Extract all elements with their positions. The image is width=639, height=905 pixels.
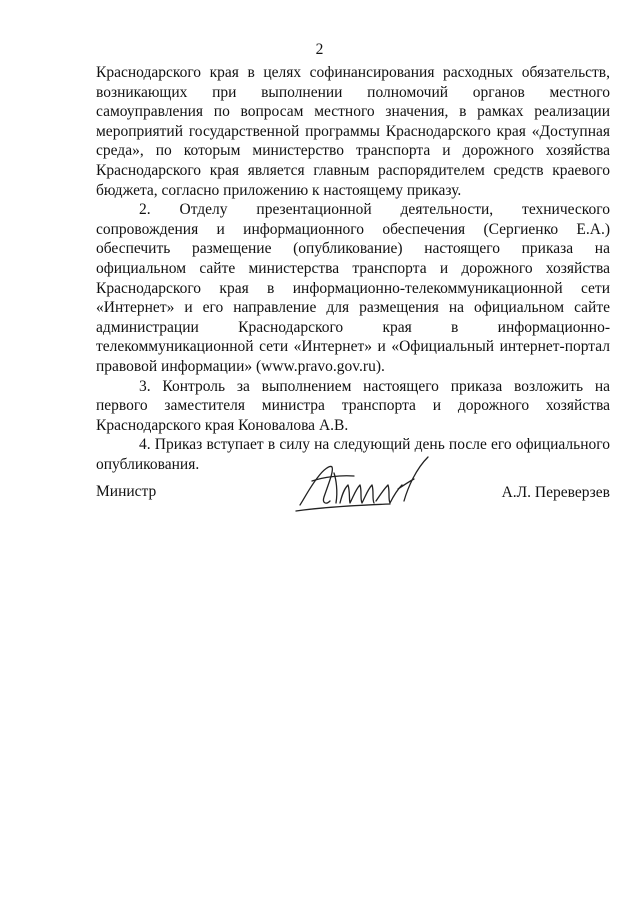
handwritten-signature bbox=[294, 455, 440, 515]
signatory-name: А.Л. Переверзев bbox=[501, 484, 610, 501]
signature-block bbox=[96, 482, 610, 522]
page-number: 2 bbox=[315, 41, 324, 58]
paragraph-item-3: 3. Контроль за выполнением настоящего приказа возложить на первого заместителя министра транспорта и дорожного хозяйства Краснодарского края Коновалова А.В. bbox=[96, 377, 610, 434]
paragraph-item-4: 4. Приказ вступает в силу на следующий день после его официального опубликования. bbox=[96, 436, 610, 473]
document-body bbox=[96, 63, 610, 474]
paragraph-continuation: Краснодарского края в целях софинансирования расходных обязательств, возникающих при выполнении полномочий органов местного самоуправления по вопросам местного значения, в рамках реализации мероприятий государственной программы Краснодарского края «Доступная среда», по которым министерство транспорта и дорожного хозяйства Краснодарского края является главным распорядителем средств краевого бюджета, согласно приложению к настоящему приказу. bbox=[96, 64, 610, 199]
signatory-position: Министр bbox=[96, 483, 157, 500]
paragraph-item-2: 2. Отделу презентационной деятельности, технического сопровождения и информационного обеспечения (Сергиенко Е.А.) обеспечить размещение (опубликование) настоящего приказа на официальном сайте министерства транспорта и дорожного хозяйства Краснодарского края в информационно-телекоммуникационной сети «Интернет» и его направление для размещения на официальном сайте администрации Краснодарского края в информационно-телекоммуникационной сети «Интернет» и «Официальный интернет-портал правовой информации» (www.pravo.gov.ru). bbox=[96, 201, 610, 375]
